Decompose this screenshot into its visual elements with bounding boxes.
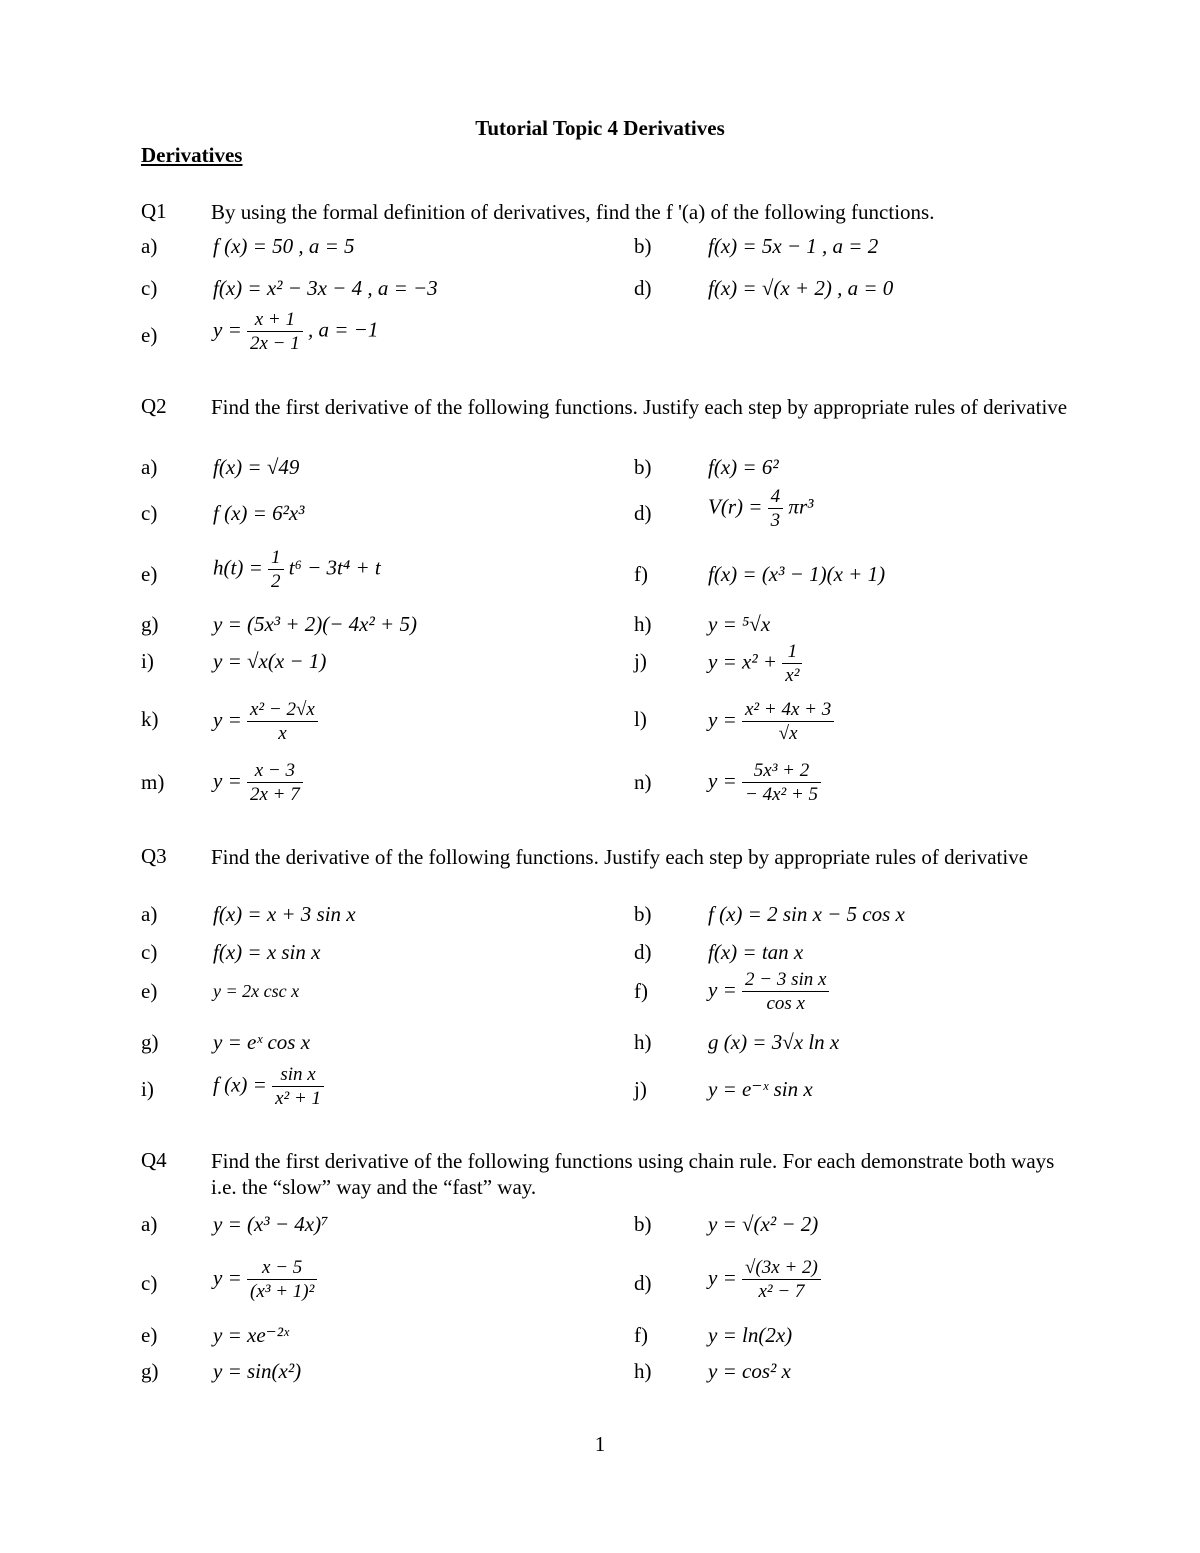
fraction bbox=[268, 546, 284, 593]
denominator: 2 bbox=[271, 571, 281, 592]
expr-prefix: y = x² + bbox=[708, 649, 778, 674]
question-number: Q1 bbox=[141, 199, 167, 223]
denominator: x² bbox=[785, 665, 800, 686]
item-label: a) bbox=[141, 1212, 158, 1236]
numerator: x² − 2√x bbox=[247, 698, 318, 722]
item-label: d) bbox=[634, 501, 652, 525]
item-label: b) bbox=[634, 1212, 652, 1236]
item-label: b) bbox=[634, 902, 652, 926]
item-expression bbox=[708, 1256, 821, 1303]
document-title: Tutorial Topic 4 Derivatives bbox=[475, 116, 725, 140]
expr-prefix: y = bbox=[213, 1265, 242, 1290]
item-label: b) bbox=[634, 234, 652, 258]
expr-prefix: f (x) = bbox=[213, 1072, 267, 1097]
fraction bbox=[742, 698, 834, 745]
question-number: Q3 bbox=[141, 844, 167, 868]
item-expression: y = cos² x bbox=[708, 1359, 791, 1383]
numerator: 5x³ + 2 bbox=[742, 759, 821, 783]
fraction bbox=[742, 968, 829, 1015]
item-label: d) bbox=[634, 940, 652, 964]
item-expression: y = e⁻ˣ sin x bbox=[708, 1077, 813, 1101]
expr-suffix: , a = −1 bbox=[308, 317, 379, 342]
denominator: (x³ + 1)² bbox=[250, 1281, 315, 1302]
item-expression bbox=[708, 640, 802, 687]
item-expression: y = xe⁻²ˣ bbox=[213, 1323, 289, 1347]
item-expression bbox=[213, 546, 381, 593]
denominator: 3 bbox=[770, 510, 781, 531]
item-label: e) bbox=[141, 562, 158, 586]
numerator: x − 3 bbox=[247, 759, 303, 783]
expr-prefix: y = bbox=[213, 317, 242, 342]
fraction bbox=[247, 759, 303, 806]
item-expression: y = √(x² − 2) bbox=[708, 1212, 819, 1236]
item-label: f) bbox=[634, 1323, 648, 1347]
item-expression bbox=[213, 1063, 324, 1110]
numerator: √(3x + 2) bbox=[742, 1256, 821, 1280]
item-label: l) bbox=[634, 707, 647, 731]
item-expression: y = 2x csc x bbox=[213, 981, 300, 1001]
denominator: x² + 1 bbox=[275, 1088, 322, 1109]
item-expression: f(x) = √49 bbox=[213, 455, 300, 479]
item-expression: y = (x³ − 4x)⁷ bbox=[213, 1212, 329, 1236]
item-label: g) bbox=[141, 1359, 159, 1383]
item-expression: f(x) = tan x bbox=[708, 940, 804, 964]
denominator: 2x + 7 bbox=[250, 784, 300, 805]
item-expression: g (x) = 3√x ln x bbox=[708, 1030, 840, 1054]
item-label: h) bbox=[634, 1030, 652, 1054]
item-expression: f(x) = (x³ − 1)(x + 1) bbox=[708, 562, 886, 586]
question-number: Q4 bbox=[141, 1148, 167, 1172]
item-expression: f(x) = x sin x bbox=[213, 940, 321, 964]
question-number: Q2 bbox=[141, 394, 167, 418]
item-expression: f(x) = x² − 3x − 4 , a = −3 bbox=[213, 276, 438, 300]
item-expression: y = eˣ cos x bbox=[213, 1030, 311, 1054]
fraction bbox=[247, 698, 318, 745]
numerator: x + 1 bbox=[247, 308, 303, 332]
item-expression bbox=[213, 759, 303, 806]
item-label: e) bbox=[141, 323, 158, 347]
item-expression: y = sin(x²) bbox=[213, 1359, 302, 1383]
expr-prefix: y = bbox=[213, 768, 242, 793]
numerator: x² + 4x + 3 bbox=[742, 698, 834, 722]
item-label: k) bbox=[141, 707, 159, 731]
denominator: − 4x² + 5 bbox=[745, 784, 819, 805]
question-instruction: By using the formal definition of derivatives, find the f '(a) of the following functions. bbox=[211, 200, 935, 224]
fraction bbox=[742, 759, 821, 806]
numerator: 4 bbox=[768, 485, 784, 509]
item-expression bbox=[213, 308, 378, 355]
question-instruction: Find the derivative of the following functions. Justify each step by appropriate rules of derivative bbox=[211, 845, 1029, 869]
item-label: a) bbox=[141, 234, 158, 258]
item-expression bbox=[213, 1256, 317, 1303]
expr-suffix: πr³ bbox=[788, 494, 814, 519]
item-expression bbox=[708, 759, 821, 806]
item-label: d) bbox=[634, 276, 652, 300]
section-heading: Derivatives bbox=[141, 143, 243, 167]
item-expression: f (x) = 2 sin x − 5 cos x bbox=[708, 902, 905, 926]
item-label: b) bbox=[634, 455, 652, 479]
item-expression: f(x) = 6² bbox=[708, 455, 779, 479]
fraction bbox=[247, 1256, 317, 1303]
item-expression: f(x) = √(x + 2) , a = 0 bbox=[708, 276, 894, 300]
item-label: a) bbox=[141, 455, 158, 479]
item-label: m) bbox=[141, 770, 165, 794]
item-expression bbox=[708, 698, 834, 745]
item-label: n) bbox=[634, 770, 652, 794]
item-label: c) bbox=[141, 940, 158, 964]
item-expression: f(x) = 5x − 1 , a = 2 bbox=[708, 234, 879, 258]
item-label: f) bbox=[634, 979, 648, 1003]
item-label: f) bbox=[634, 562, 648, 586]
question-instruction: Find the first derivative of the following functions. Justify each step by appropriate rules of derivative bbox=[211, 395, 1068, 419]
fraction bbox=[768, 485, 784, 532]
fraction bbox=[247, 308, 303, 355]
fraction bbox=[272, 1063, 324, 1110]
item-label: g) bbox=[141, 1030, 159, 1054]
numerator: 1 bbox=[268, 546, 284, 570]
expr-prefix: V(r) = bbox=[708, 494, 763, 519]
item-expression bbox=[708, 485, 813, 532]
expr-prefix: y = bbox=[708, 977, 737, 1002]
fraction bbox=[782, 640, 802, 687]
page-number: 1 bbox=[594, 1432, 606, 1456]
item-label: i) bbox=[141, 649, 154, 673]
denominator: 2x − 1 bbox=[250, 333, 300, 354]
expr-prefix: y = bbox=[708, 1265, 737, 1290]
numerator: 1 bbox=[782, 640, 802, 664]
denominator: √x bbox=[778, 723, 798, 744]
item-label: a) bbox=[141, 902, 158, 926]
item-label: h) bbox=[634, 1359, 652, 1383]
question-instruction: Find the first derivative of the following functions using chain rule. For each demonstrate both ways i.e. the “slow” way and the “fast” way. bbox=[211, 1149, 1055, 1199]
item-label: c) bbox=[141, 501, 158, 525]
item-label: i) bbox=[141, 1077, 154, 1101]
item-expression: y = ⁵√x bbox=[708, 612, 771, 636]
fraction bbox=[742, 1256, 821, 1303]
item-label: h) bbox=[634, 612, 652, 636]
numerator: sin x bbox=[272, 1063, 324, 1087]
expr-prefix: y = bbox=[708, 707, 737, 732]
item-expression: f (x) = 6²x³ bbox=[213, 501, 305, 525]
item-expression: y = √x(x − 1) bbox=[213, 649, 327, 673]
expr-suffix: t⁶ − 3t⁴ + t bbox=[288, 555, 381, 580]
item-expression: f(x) = x + 3 sin x bbox=[213, 902, 356, 926]
denominator: x bbox=[278, 723, 287, 744]
expr-prefix: y = bbox=[213, 707, 242, 732]
expr-prefix: h(t) = bbox=[213, 555, 263, 580]
item-expression: y = ln(2x) bbox=[708, 1323, 793, 1347]
item-label: j) bbox=[634, 649, 647, 673]
item-label: j) bbox=[634, 1077, 647, 1101]
item-label: d) bbox=[634, 1271, 652, 1295]
denominator: x² − 7 bbox=[758, 1281, 805, 1302]
item-label: c) bbox=[141, 1271, 158, 1295]
item-expression: f (x) = 50 , a = 5 bbox=[213, 234, 355, 258]
numerator: 2 − 3 sin x bbox=[742, 968, 829, 992]
denominator: cos x bbox=[766, 993, 805, 1014]
numerator: x − 5 bbox=[247, 1256, 317, 1280]
item-label: c) bbox=[141, 276, 158, 300]
item-expression bbox=[213, 698, 318, 745]
expr-prefix: y = bbox=[708, 768, 737, 793]
item-expression bbox=[708, 968, 829, 1015]
item-label: g) bbox=[141, 612, 159, 636]
item-label: e) bbox=[141, 1323, 158, 1347]
item-label: e) bbox=[141, 979, 158, 1003]
item-expression: y = (5x³ + 2)(− 4x² + 5) bbox=[213, 612, 417, 636]
